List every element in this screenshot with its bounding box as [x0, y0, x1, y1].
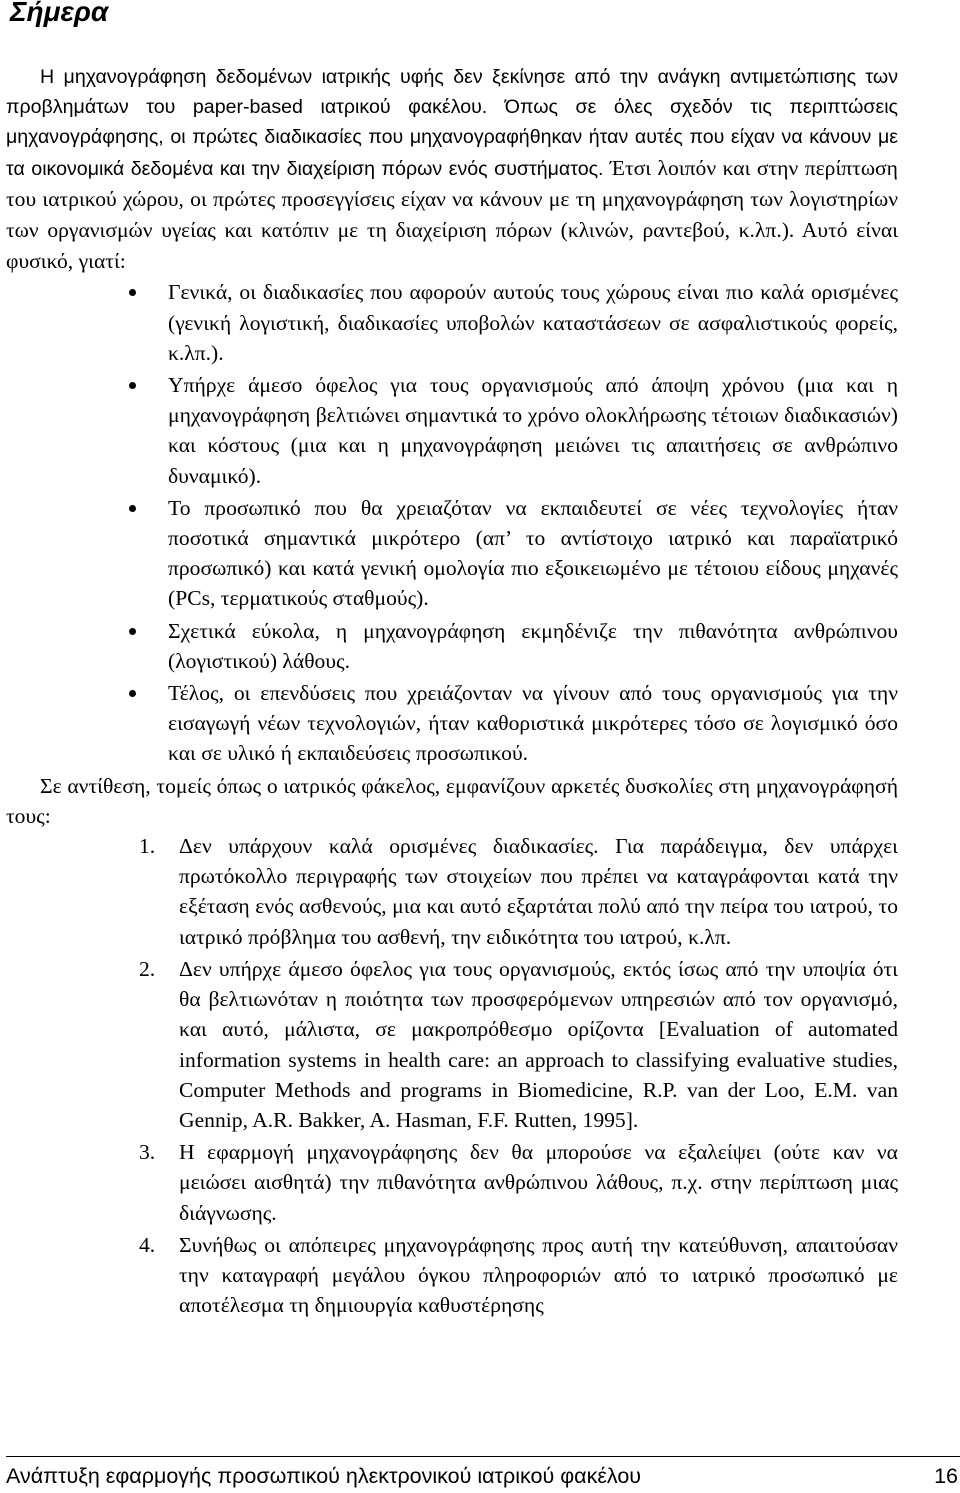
intro-paragraph-start: Η μηχανογράφηση δεδομένων ιατρικής υφής δεν ξεκίνησε από την ανάγκη αντιμετώπισης των προβλημάτων του paper-based ιατρικού φακέλου. Όπως σε όλες σχεδόν τις περιπτώσεις μηχανογράφησης, οι πρώτες διαδικασίες που μηχανογραφήθηκαν ήταν αυτές που είχαν να κάνουν με τα οικονομικά δεδομένα και την διαχείριση πόρων ενός συστήματος. [6, 66, 898, 180]
list-item-text: Η εφαρμογή μηχανογράφησης δεν θα μπορούσε να εξαλείψει (ούτε καν να μειώσει αισθητά) την πιθανότητα ανθρώπινου λάθους, π.χ. στην περίπτωση μιας διάγνωσης. [179, 1140, 898, 1225]
list-item-text: Υπήρχε άμεσο όφελος για τους οργανισμούς από άποψη χρόνου (μια και η μηχανογράφηση βελτιώνει σημαντικά το χρόνο ολοκλήρωσης τέτοιων διαδικασιών) και κόστους (μια και η μηχανογράφηση μειώνει τις απαιτήσεις σε ανθρώπινο δυναμικό). [168, 373, 898, 488]
list-item [168, 678, 898, 769]
section-heading: Σήμερα [10, 0, 109, 27]
intro-paragraph-end: Έτσι λοιπόν και στην περίπτωση του ιατρικού χώρου, οι πρώτες προσεγγίσεις είχαν να κάνουν με τη μηχανογράφηση των λογιστηρίων των οργανισμών υγείας και κατόπιν με τη διαχείριση πόρων (κλινών, ραντεβού, κ.λπ.). Αυτό είναι φυσικό, γιατί: [6, 155, 898, 274]
contrast-paragraph: Σε αντίθεση, τομείς όπως ο ιατρικός φάκελος, εμφανίζουν αρκετές δυσκολίες στη μηχανογράφησή τους: [6, 773, 898, 828]
list-item [168, 616, 898, 676]
list-item-number: 2. [139, 956, 156, 981]
bullet-icon [129, 382, 136, 389]
list-item [139, 831, 898, 952]
bullet-icon [129, 505, 136, 512]
list-item-number: 1. [139, 834, 156, 859]
bullet-icon [129, 690, 136, 697]
list-item-text: Γενικά, οι διαδικασίες που αφορούν αυτούς τους χώρους είναι πιο καλά ορισμένες (γενική λογιστική, διαδικασίες υποβολών καταστάσεων σε ασφαλιστικούς φορείς, κ.λπ.). [168, 280, 898, 365]
bullet-icon [129, 289, 136, 296]
footer-divider [6, 1456, 960, 1457]
list-item-text: Δεν υπήρχε άμεσο όφελος για τους οργανισμούς, εκτός ίσως από την υποψία ότι θα βελτιωνόταν η ποιότητα των προσφερόμενων υπηρεσιών από τον οργανισμό, και αυτό, μάλιστα, σε μακροπρόθεσμο ορίζοντα [Evaluation of automated information systems in health care: an approach to classifying evaluative studies, Computer Methods and programs in Biomedicine, R.P. van der Loo, E.M. van Gennip, A.R. Bakker, A. Hasman, F.F. Rutten, 1995]. [179, 956, 898, 1132]
list-item [168, 277, 898, 368]
list-item-number: 3. [139, 1140, 156, 1165]
list-item [139, 1230, 898, 1321]
list-item-text: Σχετικά εύκολα, η μηχανογράφηση εκμηδένιζε την πιθανότητα ανθρώπινου (λογιστικού) λάθους. [168, 618, 898, 673]
list-item-text: Συνήθως οι απόπειρες μηχανογράφησης προς αυτή την κατεύθυνση, απαιτούσαν την καταγραφή μεγάλου όγκου πληροφοριών από το ιατρικό προσωπικό με αποτέλεσμα τη δημιουργία καθυστέρησης [179, 1232, 898, 1318]
list-item-number: 4. [139, 1232, 156, 1257]
footer-document-title: Ανάπτυξη εφαρμογής προσωπικού ηλεκτρονικού ιατρικού φακέλου [6, 1464, 642, 1488]
difficulties-numbered-list [6, 831, 898, 1320]
list-item [168, 493, 898, 614]
page-number: 16 [934, 1464, 958, 1488]
list-item-text: Δεν υπάρχουν καλά ορισμένες διαδικασίες. Για παράδειγμα, δεν υπάρχει πρωτόκολλο περιγραφής των στοιχείων που πρέπει να καταγράφονται κατά την εξέταση ενός ασθενούς, μια και αυτό εξαρτάται πολύ από την πείρα του ιατρού, το ιατρικό πρόβλημα του ασθενή, την ειδικότητα του ιατρού, κ.λπ. [179, 834, 898, 949]
list-item-text: Το προσωπικό που θα χρειαζόταν να εκπαιδευτεί σε νέες τεχνολογίες ήταν ποσοτικά σημαντικά μικρότερο (απ’ το αντίστοιχο ιατρικό και παραϊατρικό προσωπικό) και κατά γενική ομολογία πιο εξοικειωμένο με τέτοιου είδους μηχανές (PCs, τερματικούς σταθμούς). [168, 495, 898, 611]
intro-paragraph [6, 62, 898, 277]
list-item-text: Τέλος, οι επενδύσεις που χρειάζονταν να γίνουν από τους οργανισμούς για την εισαγωγή νέων τεχνολογιών, ήταν καθοριστικά μικρότερες τόσο σε λογισμικό όσο και σε υλικό ή εκπαιδεύσεις προσωπικού. [168, 681, 898, 766]
list-item [139, 954, 898, 1135]
document-body [6, 62, 898, 1322]
list-item [168, 370, 898, 491]
reasons-bullet-list [6, 277, 898, 768]
list-item [139, 1137, 898, 1228]
bullet-icon [129, 628, 136, 635]
